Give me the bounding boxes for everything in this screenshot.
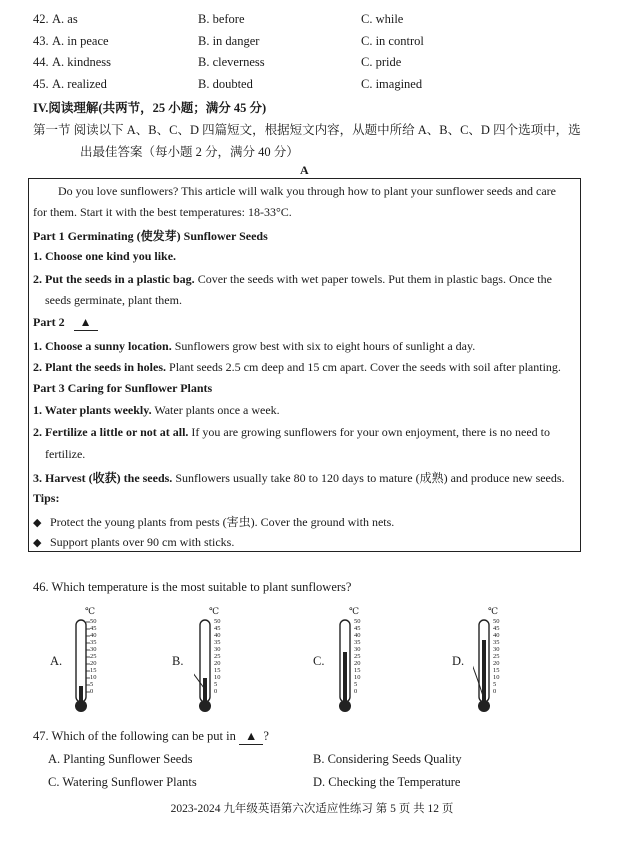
- thermometer-scale: 50 45 40 35 30 25 20 15 10 5 0: [214, 618, 221, 695]
- thermometer-unit: ℃: [85, 606, 96, 616]
- q44-number: 44.: [33, 55, 49, 69]
- q42-option-a: A. as: [52, 12, 78, 26]
- part1-step1: 1. Choose one kind you like.: [33, 249, 177, 263]
- part3-step2-bold: 2. Fertilize a little or not at all.: [33, 425, 189, 439]
- part2-step2-bold: 2. Plant the seeds in holes.: [33, 360, 167, 374]
- part3-step3: [33, 469, 565, 486]
- thermometer-c: [334, 608, 374, 723]
- passage-letter: A: [300, 163, 309, 177]
- part2-step2-rest: Plant seeds 2.5 cm deep and 15 cm apart. Cover the seeds with soil after planting.: [166, 360, 561, 374]
- part3-title: Part 3 Caring for Sunflower Plants: [33, 381, 213, 395]
- part1-step2-cont: seeds germinate, plant them.: [45, 293, 182, 307]
- q46-label-a: A.: [50, 654, 63, 668]
- q44-option-b: B. cleverness: [198, 55, 265, 69]
- part3-step3-rest: Sunflowers usually take 80 to 120 days to mature (成熟) and produce new seeds.: [172, 471, 565, 485]
- part1-step2: [33, 272, 552, 287]
- tips-title: Tips:: [33, 491, 60, 505]
- q47-option-d: D. Checking the Temperature: [313, 775, 461, 789]
- thermometer-scale: 50 45 40 35 30 25 20 15 10 5 0: [493, 618, 500, 695]
- q44-option-a: A. kindness: [52, 55, 112, 69]
- passage-intro-2: for them. Start it with the best temperatures: 18-33°C.: [33, 205, 292, 219]
- q43-option-a: A. in peace: [52, 34, 109, 48]
- part2-step1-rest: Sunflowers grow best with six to eight hours of sunlight a day.: [171, 339, 476, 353]
- page-footer: 2023-2024 九年级英语第六次适应性练习 第 5 页 共 12 页: [170, 803, 454, 815]
- q43-option-b: B. in danger: [198, 34, 260, 48]
- instructions-line-1: 第一节 阅读以下 A、B、C、D 四篇短文，根据短文内容，从题中所给 A、B、C、D 四个选项中，选: [33, 123, 581, 137]
- q42-option-c: C. while: [361, 12, 404, 26]
- q43-number: 43.: [33, 34, 49, 48]
- part2-title-text: Part 2: [33, 315, 65, 329]
- q45-option-b: B. doubted: [198, 77, 253, 91]
- q47-blank: ▲: [239, 729, 263, 745]
- part2-title: [33, 315, 98, 331]
- part2-blank: ▲: [74, 315, 98, 331]
- tip-1-text: Protect the young plants from pests (害虫). Cover the ground with nets.: [50, 515, 395, 529]
- thermometer-a: [70, 608, 110, 723]
- thermometer-scale: 50 45 40 35 30 25 20 15 10 5 0: [90, 618, 97, 695]
- q47-option-b: B. Considering Seeds Quality: [313, 752, 462, 766]
- q45-option-c: C. imagined: [361, 77, 423, 91]
- thermometer-scale: 50 45 40 35 30 25 20 15 10 5 0: [354, 618, 361, 695]
- part3-step2-rest: If you are growing sunflowers for your own enjoyment, there is no need to: [188, 425, 550, 439]
- part2-step1: [33, 339, 475, 354]
- q42-number: 42.: [33, 12, 49, 26]
- tip-1: [33, 513, 394, 530]
- part1-step2-rest: Cover the seeds with wet paper towels. Put them in plastic bags. Once the: [194, 272, 552, 286]
- passage-intro-1: Do you love sunflowers? This article will walk you through how to plant your sunflower seeds and care: [58, 184, 556, 198]
- tip-2-text: Support plants over 90 cm with sticks.: [50, 535, 235, 549]
- thermometer-unit: ℃: [209, 606, 220, 616]
- q46-label-b: B.: [172, 654, 184, 668]
- q45-number: 45.: [33, 77, 49, 91]
- thermometer-unit: ℃: [349, 606, 360, 616]
- q46-label-c: C.: [313, 654, 325, 668]
- q42-option-b: B. before: [198, 12, 245, 26]
- part1-title: Part 1 Germinating (使发芽) Sunflower Seeds: [33, 229, 268, 243]
- q43-option-c: C. in control: [361, 34, 424, 48]
- part2-step2: [33, 360, 561, 375]
- thermometer-unit: ℃: [488, 606, 499, 616]
- q46-label-d: D.: [452, 654, 465, 668]
- q47-stem-text: 47. Which of the following can be put in: [33, 729, 236, 743]
- q47-option-c: C. Watering Sunflower Plants: [48, 775, 197, 789]
- part3-step1-rest: Water plants once a week.: [151, 403, 280, 417]
- part3-step3-bold: 3. Harvest (收获) the seeds.: [33, 471, 173, 485]
- q47-stem-end: ?: [263, 729, 269, 743]
- part3-step1-bold: 1. Water plants weekly.: [33, 403, 152, 417]
- q47-option-a: A. Planting Sunflower Seeds: [48, 752, 193, 766]
- thermometer-b: [194, 608, 234, 723]
- bullet-diamond-icon: ◆: [33, 537, 42, 549]
- q44-option-c: C. pride: [361, 55, 402, 69]
- part3-step2-cont: fertilize.: [45, 447, 86, 461]
- q45-option-a: A. realized: [52, 77, 107, 91]
- q47-stem: [33, 729, 269, 745]
- part2-step1-bold: 1. Choose a sunny location.: [33, 339, 172, 353]
- instructions-line-2: 出最佳答案（每小题 2 分，满分 40 分）: [80, 145, 299, 159]
- part3-step1: [33, 403, 280, 418]
- thermometer-d: [473, 608, 513, 723]
- q46-stem: 46. Which temperature is the most suitable to plant sunflowers?: [33, 580, 352, 594]
- section-title: IV.阅读理解(共两节，25 小题；满分 45 分): [33, 101, 267, 115]
- bullet-diamond-icon: ◆: [33, 517, 42, 529]
- part3-step2: [33, 425, 550, 440]
- tip-2: [33, 535, 234, 550]
- part1-step2-bold: 2. Put the seeds in a plastic bag.: [33, 272, 195, 286]
